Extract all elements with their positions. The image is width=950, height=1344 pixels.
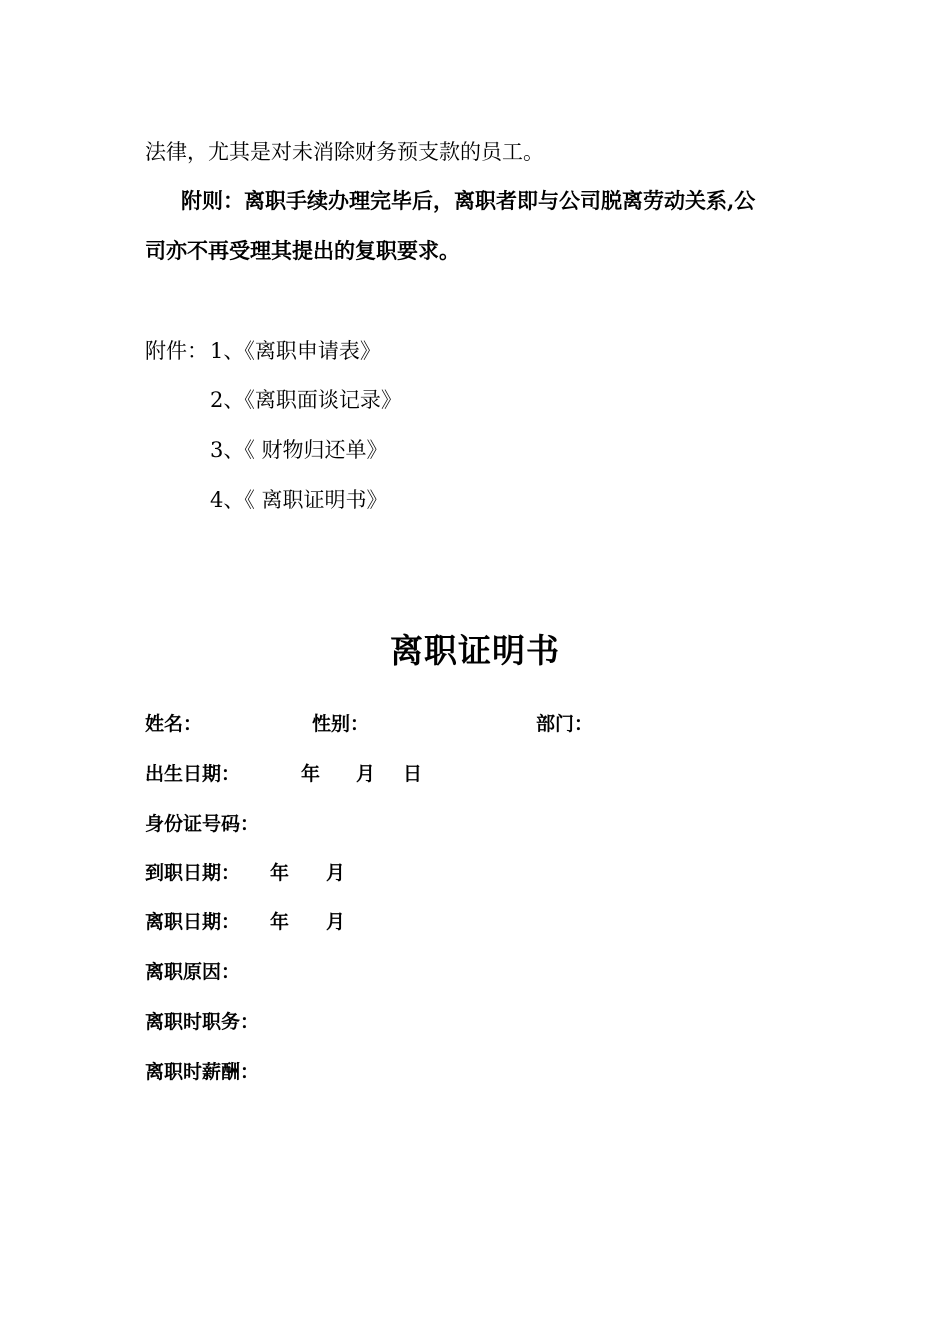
leave-reason-label: 离职原因： — [145, 961, 241, 983]
bylaw-text-line-2: 司亦不再受理其提出的复职要求。 — [145, 238, 460, 263]
birth-year-unit: 年 — [301, 763, 321, 785]
attachment-item: 2、《离职面谈记录》 — [210, 388, 402, 412]
id-number-label: 身份证号码： — [145, 813, 260, 835]
leave-position-label: 离职时职务： — [145, 1011, 260, 1033]
attachment-item: 4、《 离职证明书》 — [210, 488, 388, 512]
gender-label: 性别： — [312, 713, 370, 735]
certificate-title: 离职证明书 — [390, 631, 560, 670]
name-label: 姓名： — [145, 713, 203, 735]
birth-day-unit: 日 — [403, 763, 423, 785]
leave-month-unit: 月 — [326, 911, 346, 933]
attachment-label: 附件： — [145, 339, 208, 363]
department-label: 部门： — [536, 713, 594, 735]
leave-year-unit: 年 — [270, 911, 290, 933]
leave-salary-label: 离职时薪酬： — [145, 1061, 260, 1083]
birth-month-unit: 月 — [356, 763, 376, 785]
join-month-unit: 月 — [326, 862, 346, 884]
leave-date-label: 离职日期： — [145, 911, 241, 933]
paragraph-text: 法律，尤其是对未消除财务预支款的员工。 — [145, 140, 544, 164]
birth-date-label: 出生日期： — [145, 763, 241, 785]
attachment-item: 3、《 财物归还单》 — [210, 438, 388, 462]
join-date-label: 到职日期： — [145, 862, 241, 884]
join-year-unit: 年 — [270, 862, 290, 884]
bylaw-text-line-1: 附则：离职手续办理完毕后，离职者即与公司脱离劳动关系,公 — [181, 188, 756, 213]
attachment-item: 1、《离职申请表》 — [210, 339, 381, 363]
